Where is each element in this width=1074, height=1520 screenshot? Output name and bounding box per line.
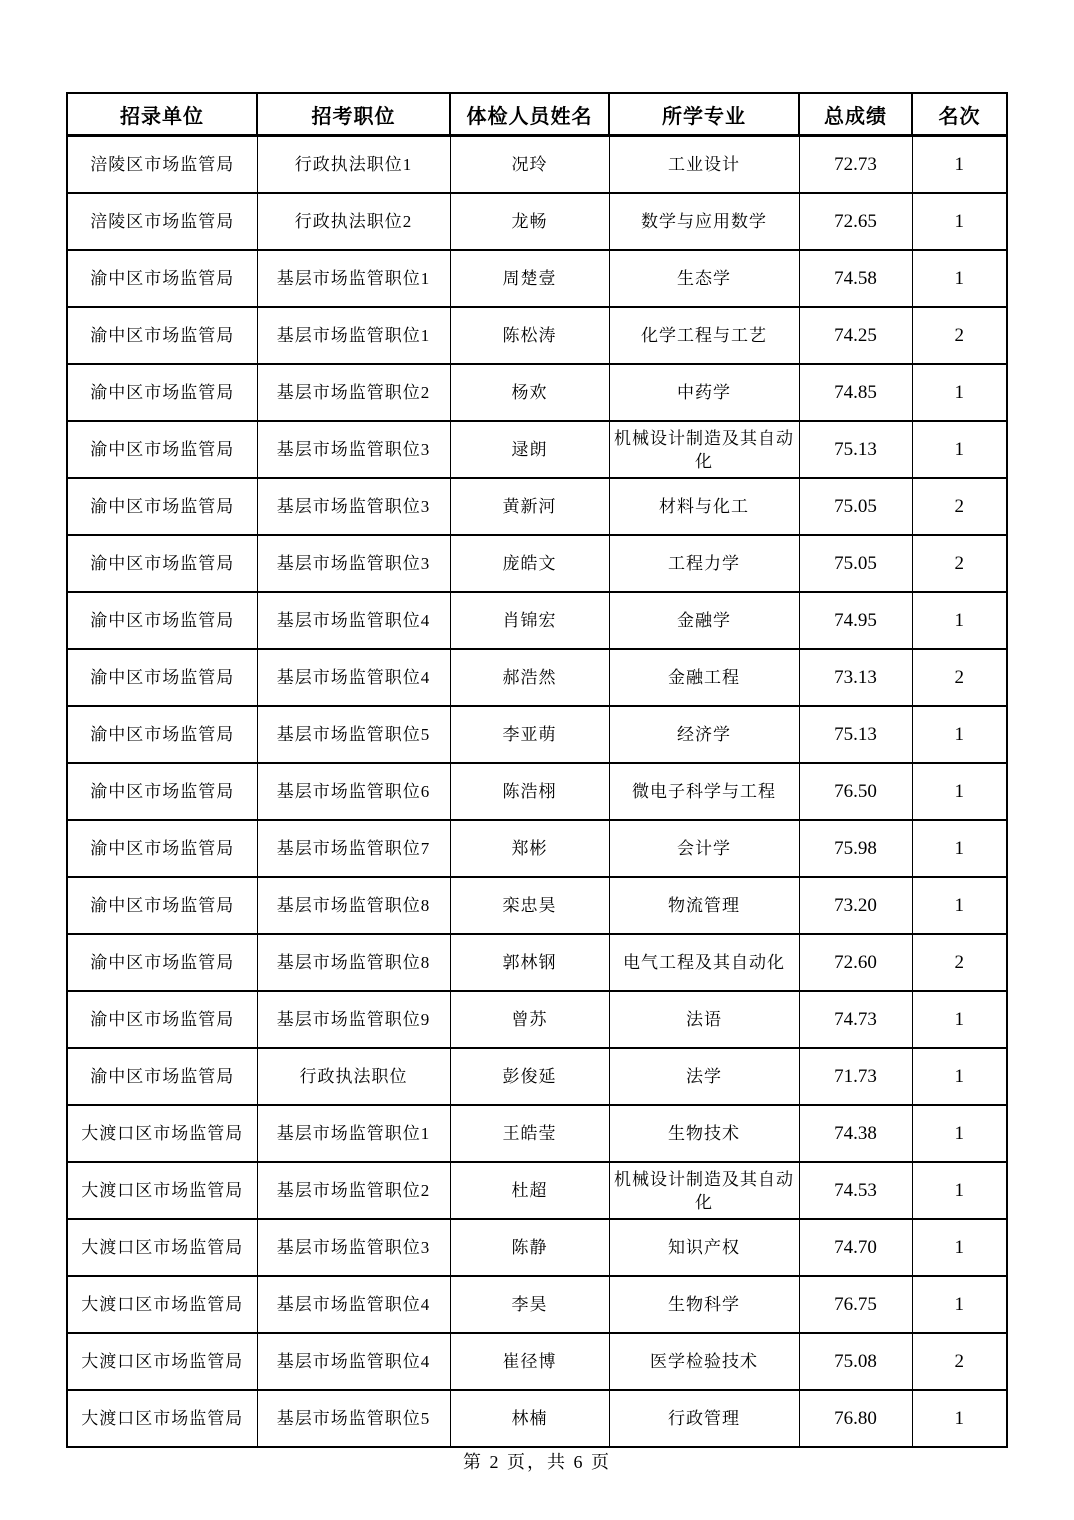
column-header: 招考职位 (257, 93, 450, 136)
cell-major: 医学检验技术 (609, 1333, 799, 1390)
table-row (67, 1276, 1007, 1333)
column-header: 名次 (912, 93, 1007, 136)
cell-rank: 1 (912, 136, 1007, 194)
cell-rank: 1 (912, 592, 1007, 649)
table-row (67, 193, 1007, 250)
cell-rank: 1 (912, 991, 1007, 1048)
table-row (67, 364, 1007, 421)
table-row (67, 763, 1007, 820)
cell-major: 物流管理 (609, 877, 799, 934)
cell-major: 生物技术 (609, 1105, 799, 1162)
cell-candidate-name: 陈静 (450, 1219, 609, 1276)
cell-rank: 1 (912, 1219, 1007, 1276)
cell-rank: 1 (912, 1162, 1007, 1219)
cell-major: 法语 (609, 991, 799, 1048)
cell-rank: 1 (912, 706, 1007, 763)
cell-major: 材料与化工 (609, 478, 799, 535)
cell-total-score: 74.38 (799, 1105, 912, 1162)
cell-position: 基层市场监管职位9 (257, 991, 450, 1048)
table-row (67, 592, 1007, 649)
cell-rank: 2 (912, 934, 1007, 991)
cell-total-score: 72.73 (799, 136, 912, 194)
cell-candidate-name: 曾苏 (450, 991, 609, 1048)
cell-total-score: 74.25 (799, 307, 912, 364)
cell-rank: 1 (912, 1390, 1007, 1447)
cell-rank: 2 (912, 478, 1007, 535)
cell-rank: 1 (912, 1105, 1007, 1162)
cell-position: 基层市场监管职位3 (257, 478, 450, 535)
cell-recruiting-unit: 渝中区市场监管局 (67, 592, 257, 649)
cell-position: 基层市场监管职位1 (257, 1105, 450, 1162)
cell-recruiting-unit: 渝中区市场监管局 (67, 535, 257, 592)
cell-position: 基层市场监管职位4 (257, 1276, 450, 1333)
cell-candidate-name: 栾忠昊 (450, 877, 609, 934)
cell-position: 基层市场监管职位2 (257, 1162, 450, 1219)
cell-candidate-name: 周楚壹 (450, 250, 609, 307)
cell-candidate-name: 崔径博 (450, 1333, 609, 1390)
cell-recruiting-unit: 渝中区市场监管局 (67, 706, 257, 763)
cell-recruiting-unit: 渝中区市场监管局 (67, 877, 257, 934)
cell-candidate-name: 陈浩栩 (450, 763, 609, 820)
table-row (67, 307, 1007, 364)
cell-total-score: 76.75 (799, 1276, 912, 1333)
cell-major: 生物科学 (609, 1276, 799, 1333)
cell-position: 基层市场监管职位3 (257, 535, 450, 592)
cell-rank: 1 (912, 1276, 1007, 1333)
cell-rank: 2 (912, 649, 1007, 706)
cell-recruiting-unit: 涪陵区市场监管局 (67, 193, 257, 250)
cell-recruiting-unit: 大渡口区市场监管局 (67, 1390, 257, 1447)
cell-major: 数学与应用数学 (609, 193, 799, 250)
table-row (67, 1048, 1007, 1105)
cell-candidate-name: 郑彬 (450, 820, 609, 877)
cell-major: 化学工程与工艺 (609, 307, 799, 364)
table-row (67, 934, 1007, 991)
cell-candidate-name: 郭林钢 (450, 934, 609, 991)
cell-total-score: 74.53 (799, 1162, 912, 1219)
cell-major: 工业设计 (609, 136, 799, 194)
cell-total-score: 74.73 (799, 991, 912, 1048)
cell-rank: 1 (912, 877, 1007, 934)
cell-total-score: 75.08 (799, 1333, 912, 1390)
cell-rank: 1 (912, 250, 1007, 307)
cell-total-score: 74.58 (799, 250, 912, 307)
results-table (66, 92, 1008, 1448)
cell-rank: 1 (912, 763, 1007, 820)
cell-recruiting-unit: 大渡口区市场监管局 (67, 1333, 257, 1390)
cell-recruiting-unit: 渝中区市场监管局 (67, 307, 257, 364)
cell-candidate-name: 杨欢 (450, 364, 609, 421)
cell-recruiting-unit: 渝中区市场监管局 (67, 991, 257, 1048)
cell-total-score: 75.98 (799, 820, 912, 877)
cell-major: 金融工程 (609, 649, 799, 706)
page-footer: 第 2 页，共 6 页 (463, 1452, 611, 1472)
cell-position: 基层市场监管职位4 (257, 592, 450, 649)
cell-major: 微电子科学与工程 (609, 763, 799, 820)
cell-candidate-name: 郝浩然 (450, 649, 609, 706)
cell-candidate-name: 龙畅 (450, 193, 609, 250)
cell-major: 经济学 (609, 706, 799, 763)
table-row (67, 1105, 1007, 1162)
cell-major: 机械设计制造及其自动化 (609, 421, 799, 478)
cell-total-score: 76.80 (799, 1390, 912, 1447)
cell-rank: 1 (912, 193, 1007, 250)
cell-rank: 1 (912, 364, 1007, 421)
column-header: 招录单位 (67, 93, 257, 136)
cell-major: 法学 (609, 1048, 799, 1105)
table-row (67, 136, 1007, 194)
table-row (67, 478, 1007, 535)
cell-total-score: 73.20 (799, 877, 912, 934)
cell-major: 中药学 (609, 364, 799, 421)
cell-rank: 1 (912, 421, 1007, 478)
cell-recruiting-unit: 大渡口区市场监管局 (67, 1105, 257, 1162)
cell-position: 基层市场监管职位7 (257, 820, 450, 877)
document-page (66, 92, 1008, 1448)
cell-candidate-name: 黄新河 (450, 478, 609, 535)
cell-recruiting-unit: 涪陵区市场监管局 (67, 136, 257, 194)
cell-position: 基层市场监管职位1 (257, 307, 450, 364)
cell-total-score: 75.05 (799, 478, 912, 535)
cell-position: 行政执法职位1 (257, 136, 450, 194)
cell-position: 基层市场监管职位3 (257, 1219, 450, 1276)
table-row (67, 649, 1007, 706)
table-row (67, 877, 1007, 934)
cell-recruiting-unit: 渝中区市场监管局 (67, 364, 257, 421)
table-row (67, 535, 1007, 592)
cell-total-score: 74.70 (799, 1219, 912, 1276)
table-row (67, 1219, 1007, 1276)
cell-total-score: 73.13 (799, 649, 912, 706)
table-row (67, 250, 1007, 307)
cell-position: 行政执法职位 (257, 1048, 450, 1105)
cell-candidate-name: 李亚萌 (450, 706, 609, 763)
cell-candidate-name: 陈松涛 (450, 307, 609, 364)
cell-recruiting-unit: 渝中区市场监管局 (67, 934, 257, 991)
table-row (67, 1390, 1007, 1447)
cell-total-score: 74.85 (799, 364, 912, 421)
cell-candidate-name: 王皓莹 (450, 1105, 609, 1162)
cell-recruiting-unit: 渝中区市场监管局 (67, 478, 257, 535)
cell-total-score: 75.13 (799, 421, 912, 478)
cell-total-score: 75.13 (799, 706, 912, 763)
cell-candidate-name: 彭俊延 (450, 1048, 609, 1105)
table-row (67, 706, 1007, 763)
cell-major: 知识产权 (609, 1219, 799, 1276)
cell-position: 基层市场监管职位5 (257, 706, 450, 763)
cell-candidate-name: 李昊 (450, 1276, 609, 1333)
cell-position: 基层市场监管职位3 (257, 421, 450, 478)
cell-candidate-name: 庞皓文 (450, 535, 609, 592)
cell-position: 基层市场监管职位8 (257, 877, 450, 934)
column-header: 所学专业 (609, 93, 799, 136)
cell-recruiting-unit: 大渡口区市场监管局 (67, 1276, 257, 1333)
column-header: 总成绩 (799, 93, 912, 136)
cell-total-score: 72.60 (799, 934, 912, 991)
cell-position: 基层市场监管职位4 (257, 649, 450, 706)
cell-candidate-name: 逯朗 (450, 421, 609, 478)
column-header: 体检人员姓名 (450, 93, 609, 136)
cell-position: 基层市场监管职位6 (257, 763, 450, 820)
cell-candidate-name: 况玲 (450, 136, 609, 194)
cell-recruiting-unit: 渝中区市场监管局 (67, 421, 257, 478)
cell-position: 基层市场监管职位5 (257, 1390, 450, 1447)
cell-recruiting-unit: 渝中区市场监管局 (67, 1048, 257, 1105)
cell-position: 基层市场监管职位4 (257, 1333, 450, 1390)
cell-rank: 2 (912, 535, 1007, 592)
cell-recruiting-unit: 渝中区市场监管局 (67, 820, 257, 877)
cell-rank: 2 (912, 1333, 1007, 1390)
cell-position: 基层市场监管职位1 (257, 250, 450, 307)
table-row (67, 991, 1007, 1048)
cell-total-score: 75.05 (799, 535, 912, 592)
table-row (67, 1333, 1007, 1390)
cell-major: 会计学 (609, 820, 799, 877)
table-row (67, 1162, 1007, 1219)
cell-candidate-name: 肖锦宏 (450, 592, 609, 649)
cell-major: 电气工程及其自动化 (609, 934, 799, 991)
cell-rank: 2 (912, 307, 1007, 364)
cell-position: 基层市场监管职位2 (257, 364, 450, 421)
cell-recruiting-unit: 大渡口区市场监管局 (67, 1162, 257, 1219)
cell-major: 机械设计制造及其自动化 (609, 1162, 799, 1219)
cell-total-score: 76.50 (799, 763, 912, 820)
cell-recruiting-unit: 渝中区市场监管局 (67, 250, 257, 307)
cell-recruiting-unit: 大渡口区市场监管局 (67, 1219, 257, 1276)
cell-major: 工程力学 (609, 535, 799, 592)
cell-position: 行政执法职位2 (257, 193, 450, 250)
cell-candidate-name: 林楠 (450, 1390, 609, 1447)
cell-recruiting-unit: 渝中区市场监管局 (67, 649, 257, 706)
cell-total-score: 72.65 (799, 193, 912, 250)
cell-total-score: 71.73 (799, 1048, 912, 1105)
cell-position: 基层市场监管职位8 (257, 934, 450, 991)
cell-major: 行政管理 (609, 1390, 799, 1447)
cell-candidate-name: 杜超 (450, 1162, 609, 1219)
table-row (67, 820, 1007, 877)
cell-rank: 1 (912, 820, 1007, 877)
table-row (67, 421, 1007, 478)
cell-recruiting-unit: 渝中区市场监管局 (67, 763, 257, 820)
table-header-row (67, 93, 1007, 136)
cell-major: 金融学 (609, 592, 799, 649)
cell-rank: 1 (912, 1048, 1007, 1105)
cell-total-score: 74.95 (799, 592, 912, 649)
cell-major: 生态学 (609, 250, 799, 307)
